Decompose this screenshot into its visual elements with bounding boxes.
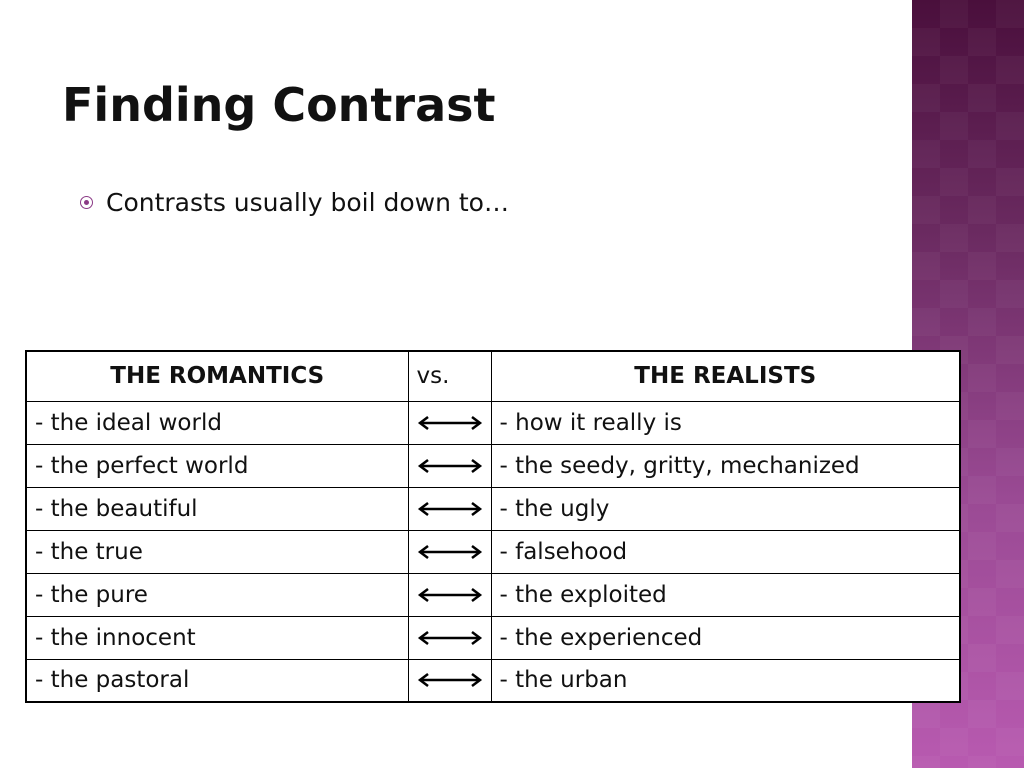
realist-cell: - the seedy, gritty, mechanized: [491, 444, 960, 487]
arrow-cell: [408, 659, 491, 702]
realist-cell: - the ugly: [491, 487, 960, 530]
arrow-cell: [408, 444, 491, 487]
realist-cell: - how it really is: [491, 401, 960, 444]
double-headed-arrow-icon: [417, 544, 483, 560]
romantic-cell: - the true: [26, 530, 408, 573]
double-headed-arrow-icon: [417, 630, 483, 646]
romantic-cell: - the pastoral: [26, 659, 408, 702]
arrow-cell: [408, 487, 491, 530]
realist-cell: - the exploited: [491, 573, 960, 616]
table-row: [26, 616, 960, 659]
romantic-cell: - the pure: [26, 573, 408, 616]
double-headed-arrow-icon: [417, 501, 483, 517]
arrow-cell: [408, 401, 491, 444]
table-row: [26, 444, 960, 487]
realist-cell: - the urban: [491, 659, 960, 702]
header-realists: THE REALISTS: [491, 351, 960, 401]
arrow-cell: [408, 573, 491, 616]
table-row: [26, 659, 960, 702]
circle-bullet-icon: [80, 196, 93, 209]
romantic-cell: - the perfect world: [26, 444, 408, 487]
romantic-cell: - the ideal world: [26, 401, 408, 444]
table-row: [26, 487, 960, 530]
table-row: [26, 573, 960, 616]
bullet-text: Contrasts usually boil down to…: [106, 188, 509, 217]
romantic-cell: - the beautiful: [26, 487, 408, 530]
table-row: [26, 401, 960, 444]
arrow-cell: [408, 616, 491, 659]
arrow-cell: [408, 530, 491, 573]
header-vs: vs.: [408, 351, 491, 401]
double-headed-arrow-icon: [417, 587, 483, 603]
table-header-row: [26, 351, 960, 401]
romantic-cell: - the innocent: [26, 616, 408, 659]
bullet-point: [80, 188, 509, 217]
realist-cell: - falsehood: [491, 530, 960, 573]
double-headed-arrow-icon: [417, 672, 483, 688]
double-headed-arrow-icon: [417, 458, 483, 474]
table-row: [26, 530, 960, 573]
contrast-table: [25, 350, 961, 703]
realist-cell: - the experienced: [491, 616, 960, 659]
double-headed-arrow-icon: [417, 415, 483, 431]
header-romantics: THE ROMANTICS: [26, 351, 408, 401]
slide-title: Finding Contrast: [62, 78, 496, 132]
